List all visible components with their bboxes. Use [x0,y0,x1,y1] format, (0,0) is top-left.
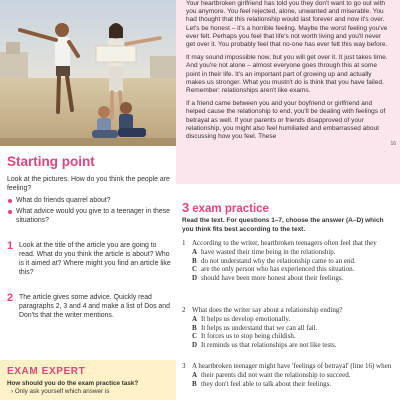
answer-option[interactable] [182,324,396,333]
question-stem: According to the writer, heartbroken teenagers often feel that they [192,239,377,247]
bullet-item: What advice would you give to a teenager in these situations? [7,207,173,225]
option-letter: C [192,265,198,274]
line-number: 16 [390,141,396,147]
question-1 [182,239,396,283]
exam-practice-number: 3 [182,200,190,215]
exam-expert-box [0,360,176,400]
question-stem: What does the writer say about a relationship ending? [192,306,343,314]
option-text: are the only person who has experienced this situation. [201,265,355,274]
question-3 [182,362,396,388]
answer-option[interactable] [182,380,396,389]
exam-expert-title: EXAM EXPERT [7,366,86,377]
option-text: should have been more honest about their feelings. [201,274,344,283]
question-stem-row [182,306,396,315]
starting-point-bullets [7,196,173,227]
answer-option[interactable] [182,341,396,350]
option-text: their parents did not want the relationship to succeed. [201,370,351,379]
exam-practice-instructions: Read the text. For questions 1–7, choose the answer (A–D) which you think fits best according to the text. [182,217,384,233]
task-text: The article gives some advice. Quickly read paragraphs 2, 3 and 4 and make a list of Dos and Don'ts that the writer mentions. [19,294,170,319]
option-text: It helps us understand that we can all fail. [201,323,318,332]
answer-option[interactable] [182,371,396,380]
option-letter: A [192,314,198,323]
exam-expert-tip-text: Only ask yourself which answer is [14,388,110,395]
option-letter: B [192,323,197,332]
article-paragraph: It may sound impossible now, but you will get over it. It just takes time. And you're not alone – almost everyone goes through this at some point in their life. It's an important part of growing up and actually makes us stronger. What you mustn't do is think that you have failed. Remember: relationships aren't like exams. [186,54,388,95]
article-paragraph: Your heartbroken girlfriend has told you they don't want to go out with you anymore. You feel rejected, alone, unwanted and miserable. You had thought that this relationship would last forever and now it's over. Let's be honest – it's a horrible feeling. Maybe the worst feeling you've ever felt. Perhaps you feel that life's not worth living and you'll never get over it. You probably feel that no-one has ever felt this way before. [186,0,388,49]
photo-friends-quarrel [0,0,176,146]
option-letter: D [192,274,198,283]
option-letter: A [192,247,198,256]
right-column [176,0,400,400]
question-2 [182,306,396,350]
starting-point-title: Starting point [7,154,95,169]
question-number: 2 [182,306,186,314]
option-text: have wasted their time being in the relationship. [201,247,336,256]
exam-expert-question [7,380,167,396]
answer-option[interactable] [182,257,396,266]
question-stem-row [182,362,396,371]
task-text: Look at the title of the article you are going to read. What do you think the article is about? Who is it aimed at? Where might you find an article like this? [19,242,171,276]
article-text [186,0,388,146]
option-letter: B [192,379,197,388]
answer-option[interactable] [182,265,396,274]
exam-practice-title [182,200,269,215]
option-letter: A [192,370,198,379]
option-letter: C [192,332,198,341]
question-stem-row [182,239,396,248]
article-paragraph: If a friend came between you and your boyfriend or girlfriend and helped cause the relationship to end, you'll be dealing with feelings of betrayal as well. If your parents or friends disapproved of your relationship, you might also feel humiliated and embarrassed about discussing how you feel. These [186,100,386,141]
answer-option[interactable] [182,315,396,324]
option-text: It helps us develop emotionally. [201,314,291,323]
bullet-item: What do friends quarrel about? [7,196,173,205]
answer-option[interactable] [182,332,396,341]
answer-option[interactable] [182,248,396,257]
photo-illustration [0,0,176,146]
task-1 [7,241,173,277]
option-letter: B [192,256,197,265]
article-panel [176,0,400,184]
task-number: 2 [7,292,14,304]
option-letter: D [192,341,198,350]
option-text: they don't feel able to talk about their feelings. [201,379,332,388]
question-stem: A heartbroken teenager might have 'feelings of betrayal' (line 16) when [192,362,392,370]
task-number: 1 [7,240,14,252]
starting-point-intro: Look at the pictures. How do you think the people are feeling? [7,176,170,192]
question-number: 1 [182,239,186,247]
option-text: It reminds us that relationships are not like tests. [201,341,337,350]
option-text: do not understand why the relationship came to an end. [201,256,356,265]
exam-practice-heading: exam practice [192,203,269,215]
answer-option[interactable] [182,274,396,283]
exam-expert-question-text: How should you do the exam practice task? [7,380,139,387]
task-2 [7,293,173,320]
option-text: It forces us to stop being childish. [201,332,296,341]
question-number: 3 [182,362,186,370]
left-column [0,0,176,400]
exam-expert-tip: › Only ask yourself which answer is [11,388,110,395]
